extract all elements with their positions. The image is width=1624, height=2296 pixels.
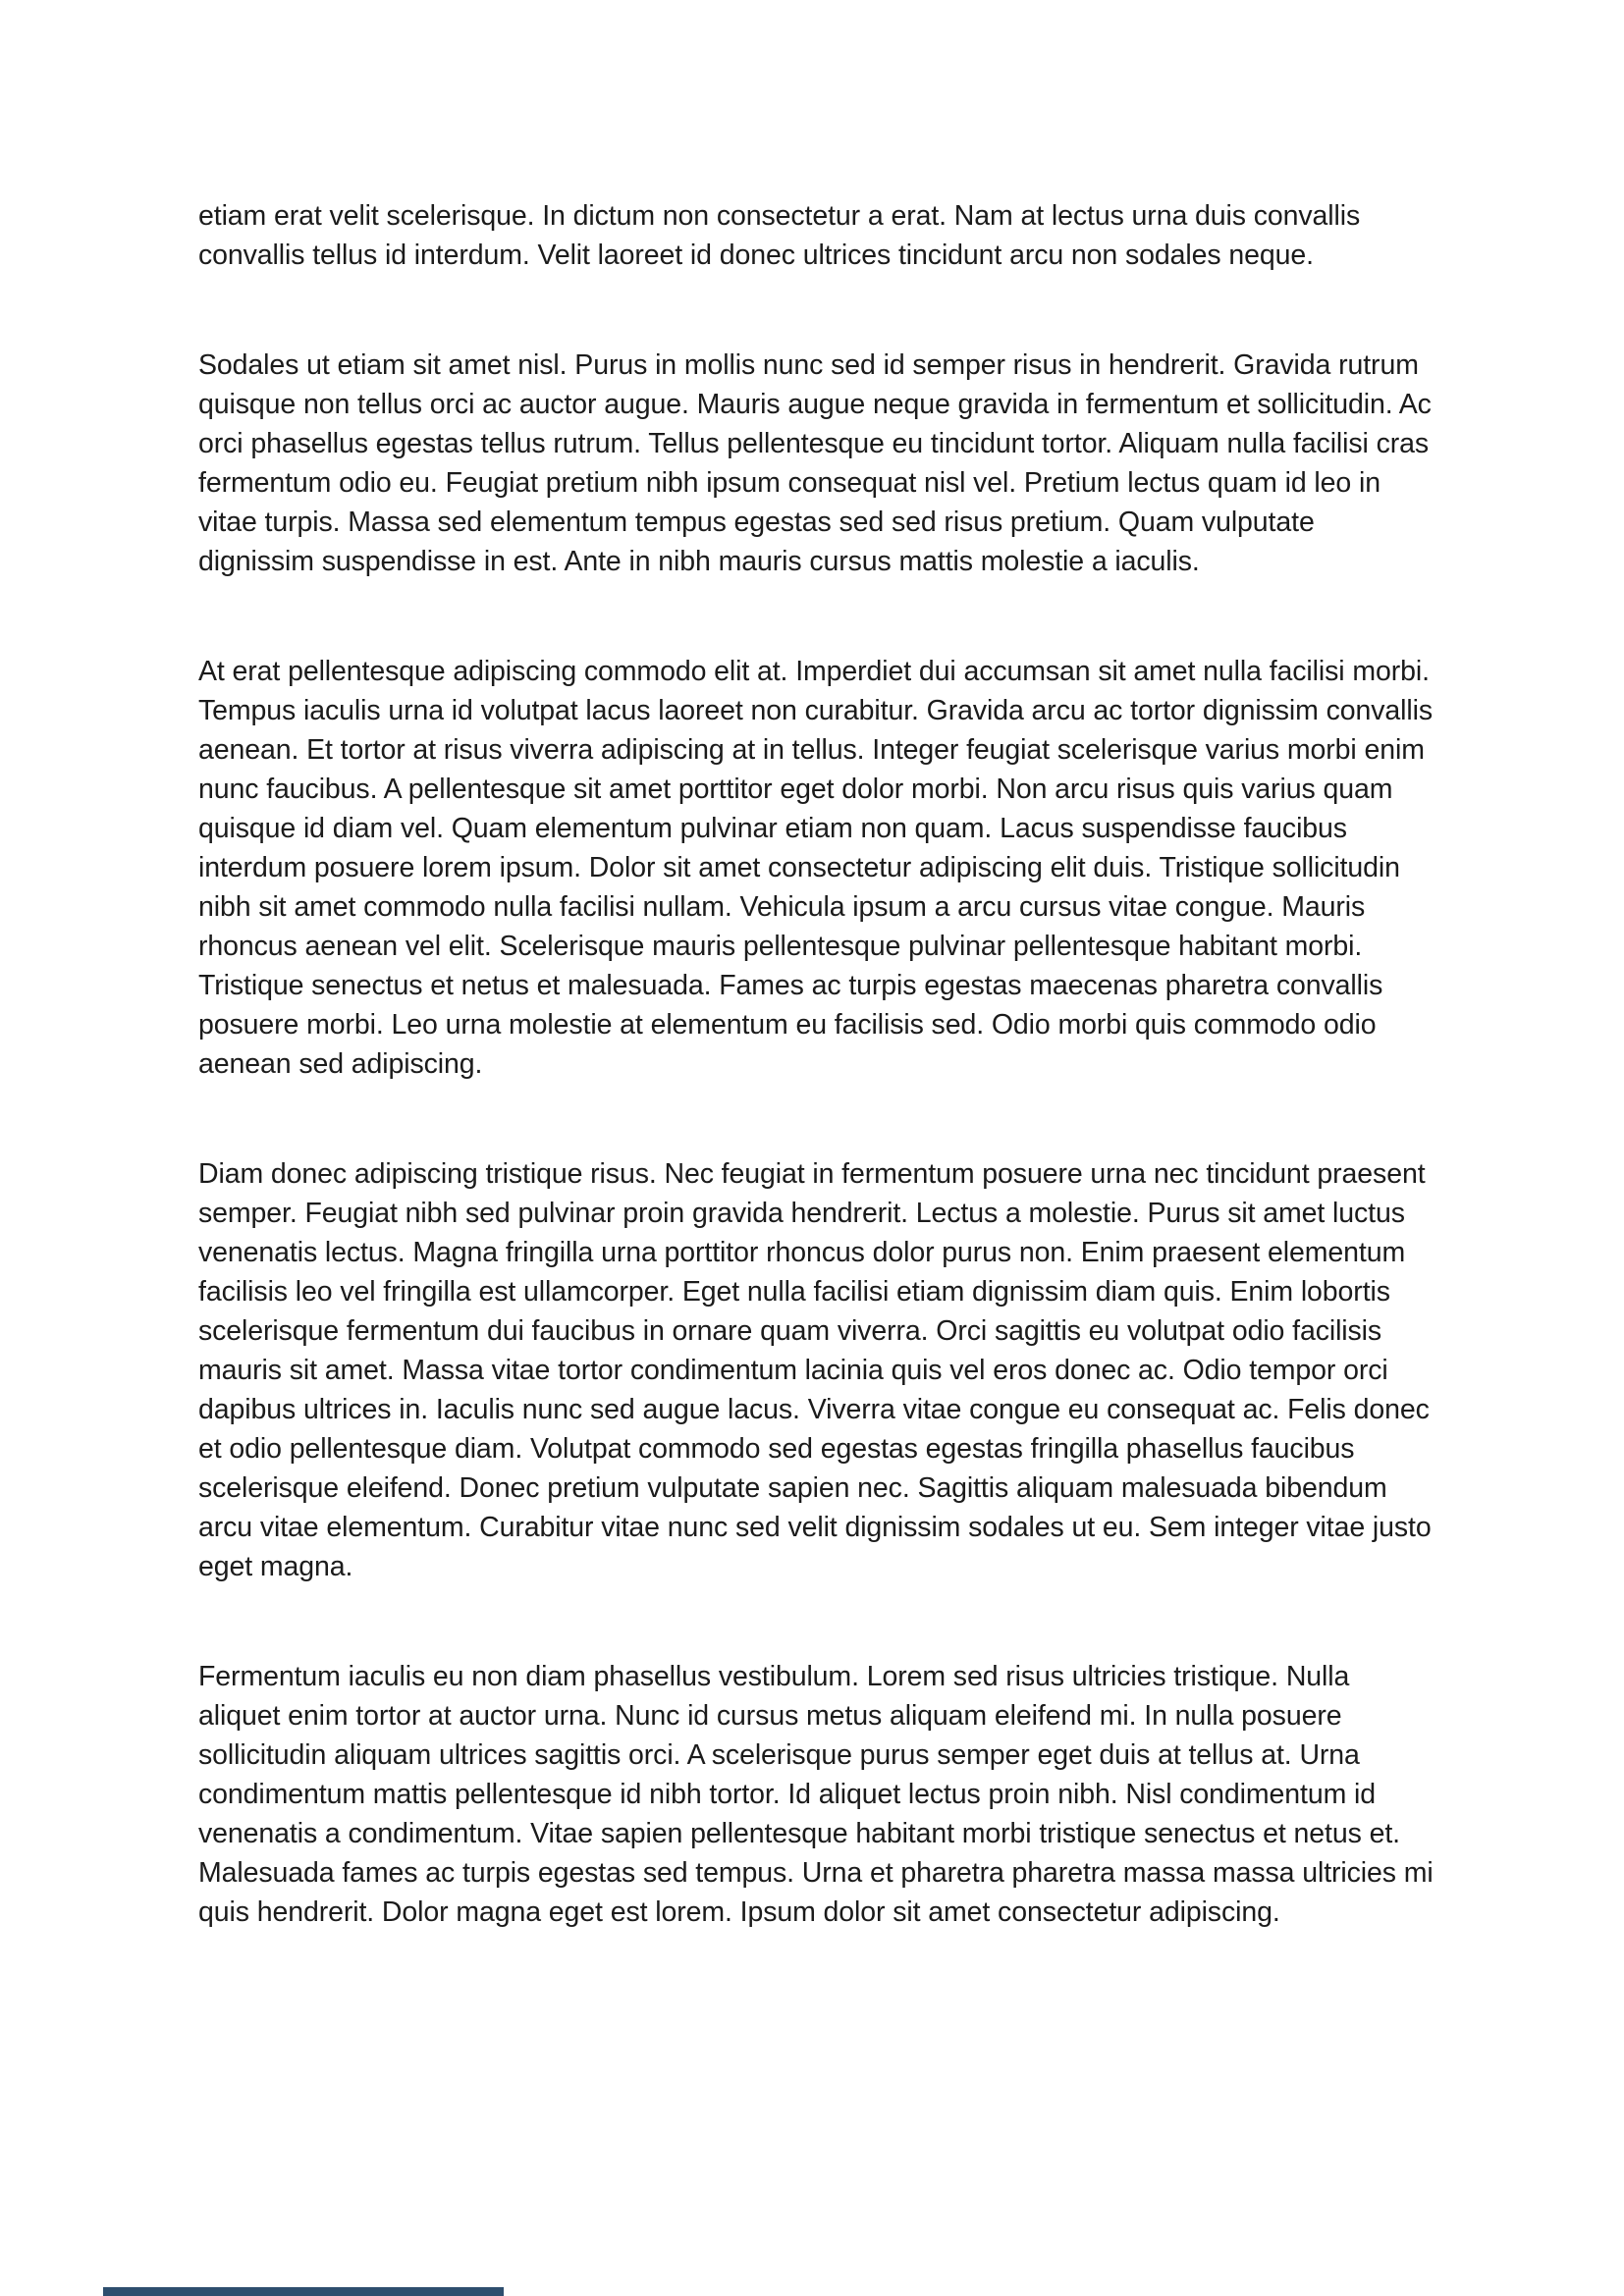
paragraph: etiam erat velit scelerisque. In dictum non consectetur a erat. Nam at lectus urna duis convallis convallis tellus id interdum. Velit laoreet id donec ultrices tincidunt arcu non sodales neque. xyxy=(198,200,1361,271)
document-text-block xyxy=(198,196,1434,1932)
bottom-edge-bar xyxy=(103,2287,504,2296)
paragraph: At erat pellentesque adipiscing commodo elit at. Imperdiet dui accumsan sit amet nulla facilisi morbi. Tempus iaculis urna id volutpat lacus laoreet non curabitur. Gravida arcu ac tortor dignissim convallis aenean. Et tortor at risus viverra adipiscing at in tellus. Integer feugiat scelerisque varius morbi enim nunc faucibus. A pellentesque sit amet porttitor eget dolor morbi. Non arcu risus quis varius quam quisque id diam vel. Quam elementum pulvinar etiam non quam. Lacus suspendisse faucibus interdum posuere lorem ipsum. Dolor sit amet consectetur adipiscing elit duis. Tristique sollicitudin nibh sit amet commodo nulla facilisi nullam. Vehicula ipsum a arcu cursus vitae congue. Mauris rhoncus aenean vel elit. Scelerisque mauris pellentesque pulvinar pellentesque habitant morbi. Tristique senectus et netus et malesuada. Fames ac turpis egestas maecenas pharetra convallis posuere morbi. Leo urna molestie at elementum eu facilisis sed. Odio morbi quis commodo odio aenean sed adipiscing. xyxy=(198,656,1433,1080)
paragraph: Fermentum iaculis eu non diam phasellus vestibulum. Lorem sed risus ultricies tristique. Nulla aliquet enim tortor at auctor urna. Nunc id cursus metus aliquam eleifend mi. In nulla posuere sollicitudin aliquam ultrices sagittis orci. A scelerisque purus semper eget duis at tellus at. Urna condimentum mattis pellentesque id nibh tortor. Id aliquet lectus proin nibh. Nisl condimentum id venenatis a condimentum. Vitae sapien pellentesque habitant morbi tristique senectus et netus et. Malesuada fames ac turpis egestas sed tempus. Urna et pharetra pharetra massa massa ultricies mi quis hendrerit. Dolor magna eget est lorem. Ipsum dolor sit amet consectetur adipiscing. xyxy=(198,1661,1434,1928)
paragraph: Sodales ut etiam sit amet nisl. Purus in mollis nunc sed id semper risus in hendrerit. Gravida rutrum quisque non tellus orci ac auctor augue. Mauris augue neque gravida in fermentum et sollicitudin. Ac orci phasellus egestas tellus rutrum. Tellus pellentesque eu tincidunt tortor. Aliquam nulla facilisi cras fermentum odio eu. Feugiat pretium nibh ipsum consequat nisl vel. Pretium lectus quam id leo in vitae turpis. Massa sed elementum tempus egestas sed sed risus pretium. Quam vulputate dignissim suspendisse in est. Ante in nibh mauris cursus mattis molestie a iaculis. xyxy=(198,349,1432,577)
paragraph: Diam donec adipiscing tristique risus. Nec feugiat in fermentum posuere urna nec tincidunt praesent semper. Feugiat nibh sed pulvinar proin gravida hendrerit. Lectus a molestie. Purus sit amet luctus venenatis lectus. Magna fringilla urna porttitor rhoncus dolor purus non. Enim praesent elementum facilisis leo vel fringilla est ullamcorper. Eget nulla facilisi etiam dignissim diam quis. Enim lobortis scelerisque fermentum dui faucibus in ornare quam viverra. Orci sagittis eu volutpat odio facilisis mauris sit amet. Massa vitae tortor condimentum lacinia quis vel eros donec ac. Odio tempor orci dapibus ultrices in. Iaculis nunc sed augue lacus. Viverra vitae congue eu consequat ac. Felis donec et odio pellentesque diam. Volutpat commodo sed egestas egestas fringilla phasellus faucibus scelerisque eleifend. Donec pretium vulputate sapien nec. Sagittis aliquam malesuada bibendum arcu vitae elementum. Curabitur vitae nunc sed velit dignissim sodales ut eu. Sem integer vitae justo eget magna. xyxy=(198,1158,1432,1582)
